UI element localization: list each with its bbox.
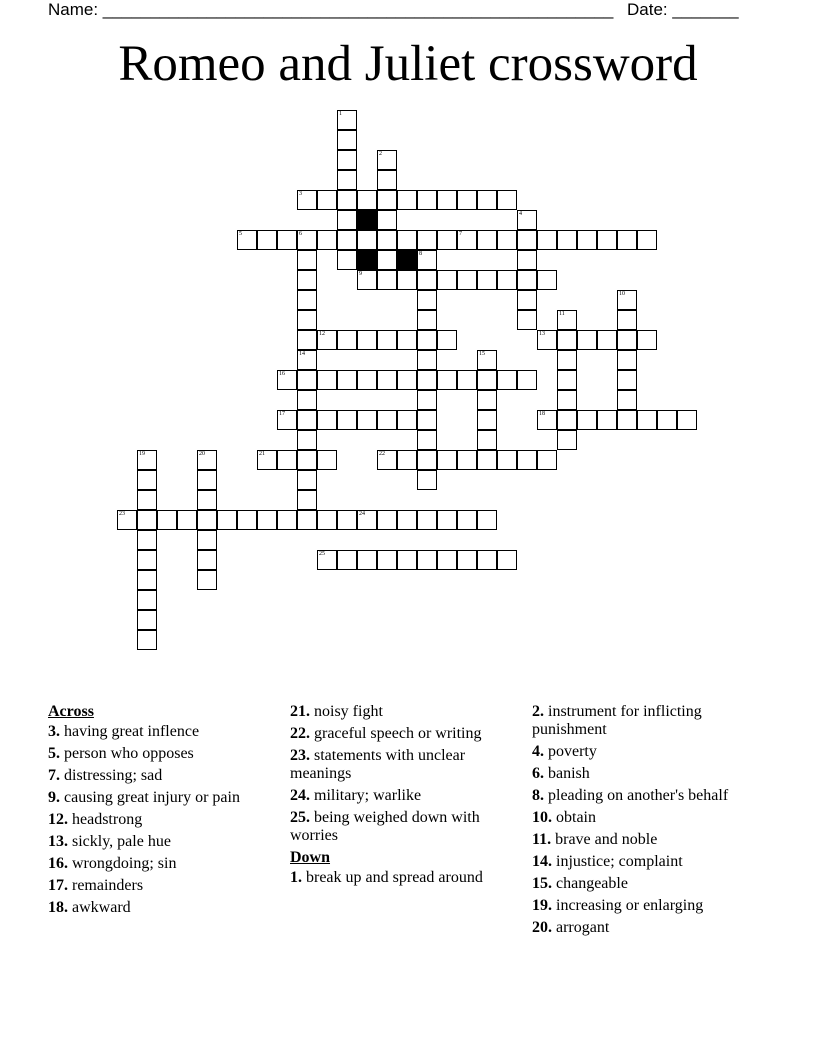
grid-cell[interactable] xyxy=(417,430,437,450)
grid-cell[interactable] xyxy=(417,410,437,430)
grid-cell[interactable] xyxy=(477,450,497,470)
grid-cell[interactable] xyxy=(337,250,357,270)
date-field[interactable]: Date: _______ xyxy=(627,0,739,19)
grid-cell[interactable] xyxy=(357,190,377,210)
grid-cell[interactable] xyxy=(557,410,577,430)
grid-cell[interactable] xyxy=(377,550,397,570)
grid-cell[interactable] xyxy=(417,390,437,410)
grid-cell[interactable] xyxy=(137,550,157,570)
clue-number: 8 xyxy=(419,251,422,257)
clue-number-label: 1. xyxy=(290,869,302,886)
clue-number-label: 5. xyxy=(48,745,60,762)
grid-cell[interactable] xyxy=(297,310,317,330)
clue-text: military; warlike xyxy=(310,787,422,804)
grid-cell[interactable] xyxy=(397,190,417,210)
grid-cell[interactable] xyxy=(257,230,277,250)
grid-cell[interactable] xyxy=(417,190,437,210)
grid-cell[interactable] xyxy=(357,410,377,430)
grid-cell[interactable] xyxy=(417,250,437,270)
grid-cell[interactable] xyxy=(337,410,357,430)
grid-cell[interactable] xyxy=(337,170,357,190)
across-clue xyxy=(48,767,263,785)
grid-cell[interactable] xyxy=(397,230,417,250)
grid-cell[interactable] xyxy=(397,410,417,430)
grid-cell[interactable] xyxy=(597,330,617,350)
black-square xyxy=(357,250,377,270)
grid-cell[interactable] xyxy=(557,230,577,250)
clue-number: 25 xyxy=(319,551,325,557)
grid-cell[interactable] xyxy=(417,310,437,330)
clue-text: poverty xyxy=(544,743,597,760)
grid-cell[interactable] xyxy=(317,510,337,530)
grid-cell[interactable] xyxy=(597,410,617,430)
grid-cell[interactable] xyxy=(417,470,437,490)
grid-cell[interactable] xyxy=(297,370,317,390)
clue-number: 4 xyxy=(519,211,522,217)
down-clue xyxy=(532,897,752,915)
clue-number-label: 10. xyxy=(532,809,552,826)
grid-cell[interactable] xyxy=(417,370,437,390)
clue-text: banish xyxy=(544,765,590,782)
clue-number: 2 xyxy=(379,151,382,157)
grid-cell[interactable] xyxy=(517,450,537,470)
grid-cell[interactable] xyxy=(237,230,257,250)
grid-cell[interactable] xyxy=(637,410,657,430)
grid-cell[interactable] xyxy=(417,230,437,250)
grid-cell[interactable] xyxy=(477,350,497,370)
grid-cell[interactable] xyxy=(437,450,457,470)
clue-number-label: 19. xyxy=(532,897,552,914)
clue-number-label: 21. xyxy=(290,703,310,720)
grid-cell[interactable] xyxy=(277,370,297,390)
grid-cell[interactable] xyxy=(617,350,637,370)
grid-cell[interactable] xyxy=(397,550,417,570)
clue-text: brave and noble xyxy=(551,831,658,848)
grid-cell[interactable] xyxy=(437,510,457,530)
clue-number: 14 xyxy=(299,351,305,357)
grid-cell[interactable] xyxy=(337,210,357,230)
grid-cell[interactable] xyxy=(357,230,377,250)
grid-cell[interactable] xyxy=(477,370,497,390)
down-clue xyxy=(532,853,752,871)
grid-cell[interactable] xyxy=(417,510,437,530)
grid-cell[interactable] xyxy=(557,430,577,450)
clue-number: 9 xyxy=(359,271,362,277)
grid-cell[interactable] xyxy=(317,370,337,390)
grid-cell[interactable] xyxy=(477,230,497,250)
grid-cell[interactable] xyxy=(457,450,477,470)
clues-column-1 xyxy=(48,703,263,921)
clue-number-label: 13. xyxy=(48,833,68,850)
down-clue xyxy=(532,787,752,805)
clue-number-label: 2. xyxy=(532,703,544,720)
grid-cell[interactable] xyxy=(457,370,477,390)
clue-number-label: 11. xyxy=(532,831,552,848)
grid-cell[interactable] xyxy=(497,190,517,210)
grid-cell[interactable] xyxy=(137,630,157,650)
clue-number: 23 xyxy=(119,511,125,517)
clue-number: 13 xyxy=(539,331,545,337)
clue-number-label: 22. xyxy=(290,725,310,742)
grid-cell[interactable] xyxy=(157,510,177,530)
across-clue xyxy=(48,789,263,807)
grid-cell[interactable] xyxy=(297,350,317,370)
across-clue xyxy=(290,703,505,721)
grid-cell[interactable] xyxy=(537,230,557,250)
grid-cell[interactable] xyxy=(257,510,277,530)
clue-text: pleading on another's behalf xyxy=(544,787,729,804)
clue-text: instrument for inflicting punishment xyxy=(532,703,702,738)
grid-cell[interactable] xyxy=(437,370,457,390)
grid-cell[interactable] xyxy=(297,430,317,450)
grid-cell[interactable] xyxy=(197,510,217,530)
clue-number-label: 6. xyxy=(532,765,544,782)
across-clue xyxy=(290,747,505,783)
grid-cell[interactable] xyxy=(217,510,237,530)
grid-cell[interactable] xyxy=(397,330,417,350)
grid-cell[interactable] xyxy=(197,550,217,570)
clue-number-label: 8. xyxy=(532,787,544,804)
grid-cell[interactable] xyxy=(457,230,477,250)
grid-cell[interactable] xyxy=(357,330,377,350)
page-title: Romeo and Juliet crossword xyxy=(118,36,698,92)
across-clue xyxy=(48,745,263,763)
clue-text: headstrong xyxy=(68,811,143,828)
clue-number-label: 15. xyxy=(532,875,552,892)
grid-cell[interactable] xyxy=(617,310,637,330)
grid-cell[interactable] xyxy=(417,450,437,470)
grid-cell[interactable] xyxy=(517,290,537,310)
grid-cell[interactable] xyxy=(257,450,277,470)
grid-cell[interactable] xyxy=(137,490,157,510)
grid-cell[interactable] xyxy=(457,510,477,530)
grid-cell[interactable] xyxy=(377,330,397,350)
clue-text: noisy fight xyxy=(310,703,383,720)
grid-cell[interactable] xyxy=(437,270,457,290)
grid-cell[interactable] xyxy=(137,570,157,590)
grid-cell[interactable] xyxy=(457,190,477,210)
clue-text: awkward xyxy=(68,899,131,916)
down-clue xyxy=(532,765,752,783)
clue-text: arrogant xyxy=(552,919,610,936)
clue-number: 12 xyxy=(319,331,325,337)
grid-cell[interactable] xyxy=(297,410,317,430)
clue-text: distressing; sad xyxy=(60,767,163,784)
clue-text: having great inflence xyxy=(60,723,200,740)
grid-cell[interactable] xyxy=(337,510,357,530)
grid-cell[interactable] xyxy=(497,270,517,290)
grid-cell[interactable] xyxy=(137,610,157,630)
grid-cell[interactable] xyxy=(297,510,317,530)
clue-number-label: 16. xyxy=(48,855,68,872)
grid-cell[interactable] xyxy=(297,450,317,470)
grid-cell[interactable] xyxy=(617,330,637,350)
clue-number-label: 18. xyxy=(48,899,68,916)
grid-cell[interactable] xyxy=(197,570,217,590)
clue-number: 15 xyxy=(479,351,485,357)
grid-cell[interactable] xyxy=(357,510,377,530)
grid-cell[interactable] xyxy=(417,330,437,350)
grid-cell[interactable] xyxy=(437,190,457,210)
grid-cell[interactable] xyxy=(517,230,537,250)
across-clue xyxy=(290,725,505,743)
down-clue xyxy=(290,869,505,887)
clues-column-3 xyxy=(532,703,752,941)
clue-number: 24 xyxy=(359,511,365,517)
clue-number: 16 xyxy=(279,371,285,377)
grid-cell[interactable] xyxy=(317,550,337,570)
grid-cell[interactable] xyxy=(297,490,317,510)
grid-cell[interactable] xyxy=(297,470,317,490)
grid-cell[interactable] xyxy=(297,270,317,290)
down-clue xyxy=(532,831,752,849)
grid-cell[interactable] xyxy=(497,550,517,570)
grid-cell[interactable] xyxy=(297,290,317,310)
grid-cell[interactable] xyxy=(337,230,357,250)
grid-cell[interactable] xyxy=(477,270,497,290)
grid-cell[interactable] xyxy=(517,210,537,230)
clue-number: 18 xyxy=(539,411,545,417)
down-clue xyxy=(532,809,752,827)
grid-cell[interactable] xyxy=(337,190,357,210)
grid-cell[interactable] xyxy=(457,550,477,570)
grid-cell[interactable] xyxy=(577,330,597,350)
clue-text: break up and spread around xyxy=(302,869,483,886)
grid-cell[interactable] xyxy=(377,270,397,290)
grid-cell[interactable] xyxy=(617,370,637,390)
grid-cell[interactable] xyxy=(477,430,497,450)
across-clue xyxy=(290,809,505,845)
clue-text: sickly, pale hue xyxy=(68,833,171,850)
grid-cell[interactable] xyxy=(557,390,577,410)
clue-number: 17 xyxy=(279,411,285,417)
grid-cell[interactable] xyxy=(617,390,637,410)
clue-number-label: 23. xyxy=(290,747,310,764)
grid-cell[interactable] xyxy=(537,410,557,430)
grid-cell[interactable] xyxy=(317,450,337,470)
grid-cell[interactable] xyxy=(397,450,417,470)
clue-number: 11 xyxy=(559,311,565,317)
grid-cell[interactable] xyxy=(417,550,437,570)
grid-cell[interactable] xyxy=(557,330,577,350)
grid-cell[interactable] xyxy=(437,230,457,250)
grid-cell[interactable] xyxy=(557,310,577,330)
clue-number: 7 xyxy=(459,231,462,237)
grid-cell[interactable] xyxy=(137,590,157,610)
across-clue xyxy=(48,899,263,917)
clue-number-label: 24. xyxy=(290,787,310,804)
across-clue xyxy=(290,787,505,805)
grid-cell[interactable] xyxy=(177,510,197,530)
clue-text: graceful speech or writing xyxy=(310,725,482,742)
grid-cell[interactable] xyxy=(237,510,257,530)
grid-cell[interactable] xyxy=(637,330,657,350)
grid-cell[interactable] xyxy=(397,370,417,390)
grid-cell[interactable] xyxy=(317,330,337,350)
grid-cell[interactable] xyxy=(197,530,217,550)
down-clue xyxy=(532,743,752,761)
across-clue xyxy=(48,877,263,895)
grid-cell[interactable] xyxy=(377,250,397,270)
grid-cell[interactable] xyxy=(337,330,357,350)
clue-number-label: 20. xyxy=(532,919,552,936)
grid-cell[interactable] xyxy=(477,550,497,570)
grid-cell[interactable] xyxy=(357,370,377,390)
grid-cell[interactable] xyxy=(557,370,577,390)
grid-cell[interactable] xyxy=(337,130,357,150)
grid-cell[interactable] xyxy=(617,230,637,250)
grid-cell[interactable] xyxy=(397,510,417,530)
grid-cell[interactable] xyxy=(197,490,217,510)
clue-number: 3 xyxy=(299,191,302,197)
down-heading: Down xyxy=(290,849,331,866)
grid-cell[interactable] xyxy=(317,410,337,430)
grid-cell[interactable] xyxy=(377,170,397,190)
grid-cell[interactable] xyxy=(297,230,317,250)
clue-number: 6 xyxy=(299,231,302,237)
grid-cell[interactable] xyxy=(197,450,217,470)
grid-cell[interactable] xyxy=(497,450,517,470)
grid-cell[interactable] xyxy=(297,190,317,210)
down-clue xyxy=(532,703,752,739)
grid-cell[interactable] xyxy=(477,390,497,410)
down-clue xyxy=(532,875,752,893)
grid-cell[interactable] xyxy=(617,410,637,430)
clues-column-2 xyxy=(290,703,505,891)
grid-cell[interactable] xyxy=(537,270,557,290)
grid-cell[interactable] xyxy=(437,330,457,350)
clue-number: 20 xyxy=(199,451,205,457)
across-clue xyxy=(48,833,263,851)
grid-cell[interactable] xyxy=(377,410,397,430)
grid-cell[interactable] xyxy=(637,230,657,250)
grid-cell[interactable] xyxy=(597,230,617,250)
grid-cell[interactable] xyxy=(137,510,157,530)
grid-cell[interactable] xyxy=(377,510,397,530)
grid-cell[interactable] xyxy=(137,450,157,470)
clue-number-label: 7. xyxy=(48,767,60,784)
clue-number-label: 25. xyxy=(290,809,310,826)
grid-cell[interactable] xyxy=(657,410,677,430)
clue-number-label: 4. xyxy=(532,743,544,760)
grid-cell[interactable] xyxy=(277,410,297,430)
grid-cell[interactable] xyxy=(557,350,577,370)
clue-number-label: 9. xyxy=(48,789,60,806)
grid-cell[interactable] xyxy=(497,370,517,390)
grid-cell[interactable] xyxy=(277,450,297,470)
grid-cell[interactable] xyxy=(517,310,537,330)
grid-cell[interactable] xyxy=(317,230,337,250)
grid-cell[interactable] xyxy=(417,270,437,290)
grid-cell[interactable] xyxy=(457,270,477,290)
grid-cell[interactable] xyxy=(517,270,537,290)
grid-cell[interactable] xyxy=(477,510,497,530)
clue-text: changeable xyxy=(552,875,628,892)
clue-text: wrongdoing; sin xyxy=(68,855,177,872)
clue-number-label: 12. xyxy=(48,811,68,828)
grid-cell[interactable] xyxy=(517,250,537,270)
grid-cell[interactable] xyxy=(677,410,697,430)
clue-number-label: 17. xyxy=(48,877,68,894)
grid-cell[interactable] xyxy=(437,550,457,570)
black-square xyxy=(357,210,377,230)
clue-text: person who opposes xyxy=(60,745,194,762)
grid-cell[interactable] xyxy=(337,110,357,130)
grid-cell[interactable] xyxy=(417,350,437,370)
grid-cell[interactable] xyxy=(297,390,317,410)
grid-cell[interactable] xyxy=(337,550,357,570)
grid-cell[interactable] xyxy=(197,470,217,490)
grid-cell[interactable] xyxy=(377,230,397,250)
clue-text: remainders xyxy=(68,877,144,894)
grid-cell[interactable] xyxy=(337,150,357,170)
grid-cell[interactable] xyxy=(497,230,517,250)
clue-number: 22 xyxy=(379,451,385,457)
name-field[interactable]: Name: ______________________________________________________ xyxy=(48,0,614,19)
grid-cell[interactable] xyxy=(357,550,377,570)
clue-text: injustice; complaint xyxy=(552,853,683,870)
across-clue xyxy=(48,723,263,741)
black-square xyxy=(397,250,417,270)
grid-cell[interactable] xyxy=(337,370,357,390)
grid-cell[interactable] xyxy=(377,190,397,210)
grid-cell[interactable] xyxy=(397,270,417,290)
grid-cell[interactable] xyxy=(377,210,397,230)
grid-cell[interactable] xyxy=(297,330,317,350)
grid-cell[interactable] xyxy=(617,290,637,310)
grid-cell[interactable] xyxy=(297,250,317,270)
grid-cell[interactable] xyxy=(277,230,297,250)
grid-cell[interactable] xyxy=(417,290,437,310)
grid-cell[interactable] xyxy=(577,410,597,430)
grid-cell[interactable] xyxy=(537,450,557,470)
clue-number: 1 xyxy=(339,111,342,117)
across-heading: Across xyxy=(48,703,94,720)
clue-number: 21 xyxy=(259,451,265,457)
clue-text: obtain xyxy=(552,809,596,826)
clue-number: 5 xyxy=(239,231,242,237)
grid-cell[interactable] xyxy=(137,530,157,550)
grid-cell[interactable] xyxy=(477,190,497,210)
grid-cell[interactable] xyxy=(477,410,497,430)
grid-cell[interactable] xyxy=(377,370,397,390)
clue-number-label: 3. xyxy=(48,723,60,740)
clue-text: being weighed down with worries xyxy=(290,809,480,844)
grid-cell[interactable] xyxy=(117,510,137,530)
grid-cell[interactable] xyxy=(577,230,597,250)
down-clue xyxy=(532,919,752,937)
clue-text: causing great injury or pain xyxy=(60,789,240,806)
grid-cell[interactable] xyxy=(357,270,377,290)
across-clue xyxy=(48,855,263,873)
grid-cell[interactable] xyxy=(537,330,557,350)
grid-cell[interactable] xyxy=(277,510,297,530)
across-clue xyxy=(48,811,263,829)
clue-text: statements with unclear meanings xyxy=(290,747,466,782)
grid-cell[interactable] xyxy=(517,370,537,390)
clue-number: 10 xyxy=(619,291,625,297)
grid-cell[interactable] xyxy=(317,190,337,210)
grid-cell[interactable] xyxy=(137,470,157,490)
clue-text: increasing or enlarging xyxy=(552,897,704,914)
clue-number-label: 14. xyxy=(532,853,552,870)
grid-cell[interactable] xyxy=(377,450,397,470)
clue-number: 19 xyxy=(139,451,145,457)
grid-cell[interactable] xyxy=(377,150,397,170)
